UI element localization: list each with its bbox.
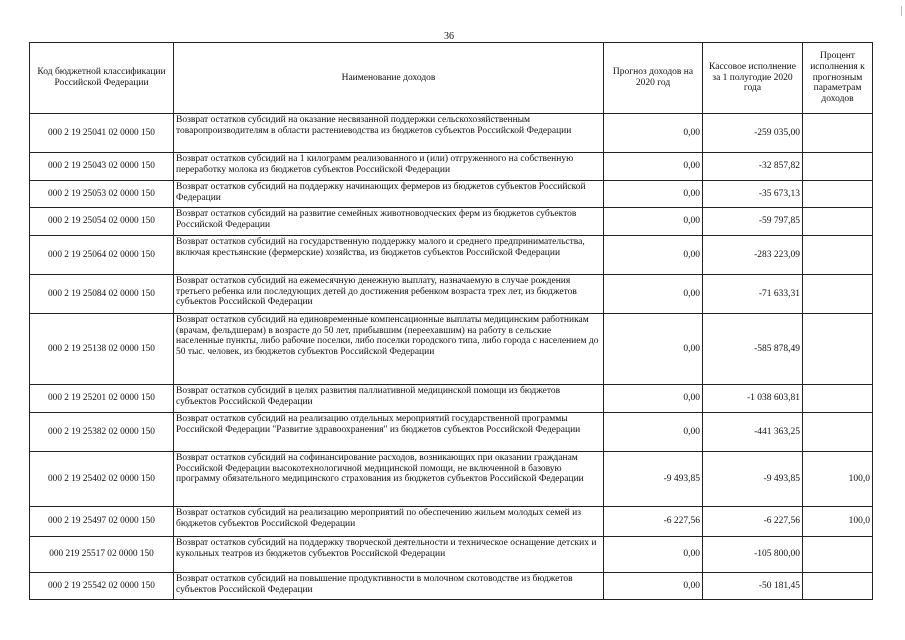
table-row	[30, 413, 873, 452]
percent-cell	[803, 413, 873, 452]
execution-cell: -283 223,09	[703, 236, 803, 275]
edge-mark	[901, 6, 902, 16]
header-code: Код бюджетной классификации Российской Федерации	[30, 43, 174, 114]
name-cell: Возврат остатков субсидий на оказание несвязанной поддержки сельскохозяйственным товаропроизводителям в области растениеводства из бюджетов субъектов Российской Федерации	[174, 114, 604, 153]
percent-cell: 100,0	[803, 507, 873, 537]
forecast-cell: -6 227,56	[604, 507, 703, 537]
table-row	[30, 314, 873, 385]
code-cell: 000 2 19 25053 02 0000 150	[30, 181, 174, 208]
forecast-cell: 0,00	[604, 385, 703, 413]
header-forecast: Прогноз доходов на 2020 год	[604, 43, 703, 114]
name-cell: Возврат остатков субсидий на государственную поддержку малого и среднего предпринимательства, включая крестьянские (фермерские) хозяйства, из бюджетов субъектов Российской Федерации	[174, 236, 604, 275]
forecast-cell: 0,00	[604, 314, 703, 385]
execution-cell: -35 673,13	[703, 181, 803, 208]
table-row	[30, 153, 873, 181]
table-row	[30, 385, 873, 413]
table-row	[30, 537, 873, 573]
forecast-cell: -9 493,85	[604, 452, 703, 507]
name-cell: Возврат остатков субсидий на развитие семейных животноводческих ферм из бюджетов субъектов Российской Федерации	[174, 208, 604, 236]
code-cell: 000 2 19 25064 02 0000 150	[30, 236, 174, 275]
forecast-cell: 0,00	[604, 573, 703, 600]
execution-cell: -1 038 603,81	[703, 385, 803, 413]
percent-cell	[803, 208, 873, 236]
percent-cell	[803, 314, 873, 385]
name-cell: Возврат остатков субсидий на ежемесячную денежную выплату, назначаемую в случае рождения третьего ребенка или последующих детей до достижения ребенком возраста трех лет, из бюджетов субъектов Российской Федерации	[174, 275, 604, 314]
name-cell: Возврат остатков субсидий на повышение продуктивности в молочном скотоводстве из бюджетов субъектов Российской Федерации	[174, 573, 604, 600]
header-execution: Кассовое исполнение за 1 полугодие 2020 года	[703, 43, 803, 114]
table-row	[30, 236, 873, 275]
header-row	[30, 43, 873, 114]
forecast-cell: 0,00	[604, 114, 703, 153]
forecast-cell: 0,00	[604, 413, 703, 452]
execution-cell: -585 878,49	[703, 314, 803, 385]
forecast-cell: 0,00	[604, 208, 703, 236]
execution-cell: -59 797,85	[703, 208, 803, 236]
percent-cell	[803, 385, 873, 413]
percent-cell	[803, 236, 873, 275]
revenue-table	[29, 42, 873, 600]
code-cell: 000 2 19 25402 02 0000 150	[30, 452, 174, 507]
table-row	[30, 181, 873, 208]
code-cell: 000 2 19 25041 02 0000 150	[30, 114, 174, 153]
page-number: 36	[444, 31, 454, 42]
execution-cell: -9 493,85	[703, 452, 803, 507]
percent-cell	[803, 153, 873, 181]
name-cell: Возврат остатков субсидий на 1 килограмм реализованного и (или) отгруженного на собственную переработку молока из бюджетов субъектов Российской Федерации	[174, 153, 604, 181]
percent-cell	[803, 181, 873, 208]
table-row	[30, 452, 873, 507]
forecast-cell: 0,00	[604, 275, 703, 314]
name-cell: Возврат остатков субсидий на поддержку творческой деятельности и техническое оснащение детских и кукольных театров из бюджетов субъектов Российской Федерации	[174, 537, 604, 573]
code-cell: 000 2 19 25043 02 0000 150	[30, 153, 174, 181]
name-cell: Возврат остатков субсидий на поддержку начинающих фермеров из бюджетов субъектов Российской Федерации	[174, 181, 604, 208]
execution-cell: -259 035,00	[703, 114, 803, 153]
forecast-cell: 0,00	[604, 153, 703, 181]
percent-cell	[803, 537, 873, 573]
code-cell: 000 2 19 25084 02 0000 150	[30, 275, 174, 314]
percent-cell: 100,0	[803, 452, 873, 507]
table-row	[30, 208, 873, 236]
forecast-cell: 0,00	[604, 537, 703, 573]
name-cell: Возврат остатков субсидий на реализацию мероприятий по обеспечению жильем молодых семей из бюджетов субъектов Российской Федерации	[174, 507, 604, 537]
table-row	[30, 114, 873, 153]
table-row	[30, 275, 873, 314]
table-row	[30, 573, 873, 600]
execution-cell: -441 363,25	[703, 413, 803, 452]
percent-cell	[803, 114, 873, 153]
table-row	[30, 507, 873, 537]
name-cell: Возврат остатков субсидий на софинансирование расходов, возникающих при оказании гражданам Российской Федерации высокотехнологичной медицинской помощи, не включенной в базовую программу обязательного медицинского страхования из бюджетов субъектов Российской Федерации	[174, 452, 604, 507]
code-cell: 000 2 19 25382 02 0000 150	[30, 413, 174, 452]
code-cell: 000 219 25517 02 0000 150	[30, 537, 174, 573]
execution-cell: -71 633,31	[703, 275, 803, 314]
forecast-cell: 0,00	[604, 181, 703, 208]
header-name: Наименование доходов	[174, 43, 604, 114]
execution-cell: -105 800,00	[703, 537, 803, 573]
code-cell: 000 2 19 25201 02 0000 150	[30, 385, 174, 413]
forecast-cell: 0,00	[604, 236, 703, 275]
name-cell: Возврат остатков субсидий на реализацию отдельных мероприятий государственной программы Российской Федерации "Развитие здравоохранения" из бюджетов субъектов Российской Федерации	[174, 413, 604, 452]
name-cell: Возврат остатков субсидий на единовременные компенсационные выплаты медицинским работникам (врачам, фельдшерам) в возрасте до 50 лет, прибывшим (переехавшим) на работу в сельские населенные пункты, либо рабочие поселки, либо поселки городского типа, либо города с населением до 50 тыс. человек, из бюджетов субъектов Российской Федерации	[174, 314, 604, 385]
code-cell: 000 2 19 25542 02 0000 150	[30, 573, 174, 600]
code-cell: 000 2 19 25497 02 0000 150	[30, 507, 174, 537]
percent-cell	[803, 573, 873, 600]
name-cell: Возврат остатков субсидий в целях развития паллиативной медицинской помощи из бюджетов субъектов Российской Федерации	[174, 385, 604, 413]
code-cell: 000 2 19 25138 02 0000 150	[30, 314, 174, 385]
execution-cell: -6 227,56	[703, 507, 803, 537]
percent-cell	[803, 275, 873, 314]
header-percent: Процент исполнения к прогнозным параметрам доходов	[803, 43, 873, 114]
execution-cell: -50 181,45	[703, 573, 803, 600]
code-cell: 000 2 19 25054 02 0000 150	[30, 208, 174, 236]
execution-cell: -32 857,82	[703, 153, 803, 181]
